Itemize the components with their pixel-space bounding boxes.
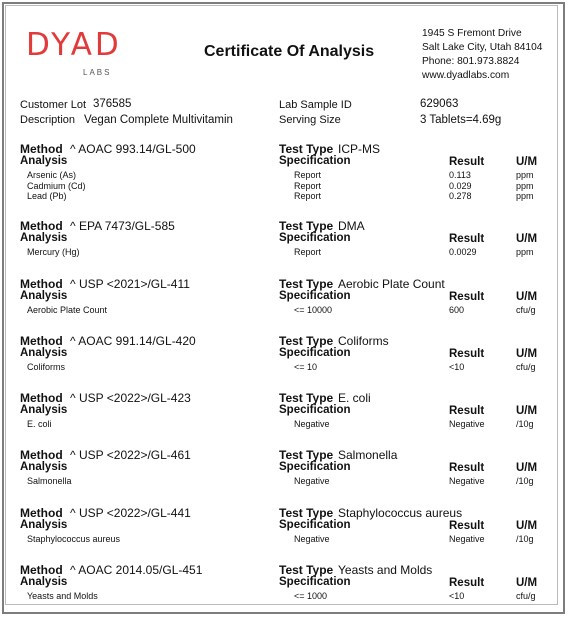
specification-value: <= 1000 <box>294 591 328 601</box>
analysis-label: Analysis <box>20 232 68 244</box>
result-value: 0.029 <box>449 180 472 191</box>
unit-label: U/M <box>516 520 538 532</box>
analyte-name: Cadmium (Cd) <box>27 180 86 191</box>
analysis-label: Analysis <box>20 155 68 167</box>
specification-value: Report <box>294 170 322 180</box>
specification-label: Specification <box>279 404 351 416</box>
serving-size-value: 3 Tablets=4.69g <box>420 114 502 126</box>
serving-size-label: Serving Size <box>279 114 341 126</box>
specification-value: <= 10000 <box>294 305 333 315</box>
unit-label: U/M <box>516 405 538 417</box>
analyte-name: Mercury (Hg) <box>27 247 80 257</box>
result-label: Result <box>449 156 485 168</box>
analysis-label: Analysis <box>20 347 68 359</box>
website-line: www.dyadlabs.com <box>422 70 510 81</box>
specification-value: Negative <box>294 476 330 486</box>
method-value: ^ AOAC 991.14/GL-420 <box>70 334 196 348</box>
test-type-label: Test Type <box>279 563 334 577</box>
result-label: Result <box>449 577 485 589</box>
phone-line: Phone: 801.973.8824 <box>422 56 520 67</box>
unit-label: U/M <box>516 291 538 303</box>
test-type-value: Coliforms <box>338 334 389 348</box>
analysis-label: Analysis <box>20 519 68 531</box>
analysis-label: Analysis <box>20 404 68 416</box>
test-type-value: Salmonella <box>338 448 398 462</box>
test-block <box>0 334 571 391</box>
unit-value: /10g <box>516 476 534 486</box>
test-type-label: Test Type <box>279 391 334 405</box>
method-label: Method <box>20 142 63 156</box>
specification-value: Report <box>294 191 322 201</box>
customer-lot-label: Customer Lot <box>20 99 87 111</box>
specification-label: Specification <box>279 347 351 359</box>
specification-label: Specification <box>279 155 351 167</box>
analyte-name: Lead (Pb) <box>27 191 67 201</box>
test-type-value: DMA <box>338 219 365 233</box>
test-type-value: Staphylococcus aureus <box>338 506 463 520</box>
analyte-name: E. coli <box>27 419 52 429</box>
result-value: 600 <box>449 305 465 315</box>
analyte-name: Salmonella <box>27 476 72 486</box>
unit-label: U/M <box>516 233 538 245</box>
unit-label: U/M <box>516 577 538 589</box>
unit-value: cfu/g <box>516 305 536 315</box>
result-label: Result <box>449 462 485 474</box>
method-value: ^ AOAC 2014.05/GL-451 <box>70 563 203 577</box>
customer-lot-value: 376585 <box>93 98 132 110</box>
method-label: Method <box>20 391 63 405</box>
unit-label: U/M <box>516 348 538 360</box>
analysis-label: Analysis <box>20 461 68 473</box>
result-value: 0.278 <box>449 191 472 201</box>
specification-label: Specification <box>279 519 351 531</box>
test-block <box>0 391 571 448</box>
result-value: 0.113 <box>449 170 471 180</box>
specification-value: <= 10 <box>294 362 318 372</box>
test-block <box>0 506 571 563</box>
specification-label: Specification <box>279 290 351 302</box>
result-label: Result <box>449 348 485 360</box>
method-label: Method <box>20 334 63 348</box>
specification-value: Negative <box>294 534 330 544</box>
result-value: <10 <box>449 591 465 601</box>
method-value: ^ USP <2022>/GL-423 <box>70 391 191 405</box>
analysis-label: Analysis <box>20 290 68 302</box>
description-label: Description <box>20 114 76 126</box>
test-type-value: ICP-MS <box>338 142 380 156</box>
specification-label: Specification <box>279 576 351 588</box>
test-type-label: Test Type <box>279 506 334 520</box>
result-value: Negative <box>449 534 485 544</box>
test-type-label: Test Type <box>279 142 334 156</box>
test-block <box>0 277 571 334</box>
address-line: 1945 S Fremont Drive <box>422 28 522 39</box>
test-block <box>0 142 571 199</box>
unit-value: ppm <box>516 170 534 180</box>
test-type-value: E. coli <box>338 391 371 405</box>
test-type-label: Test Type <box>279 334 334 348</box>
unit-label: U/M <box>516 156 538 168</box>
document-title: Certificate Of Analysis <box>204 43 375 60</box>
logo-subtext: LABS <box>83 68 112 77</box>
dyad-labs-logo <box>26 27 122 77</box>
result-value: Negative <box>449 476 485 486</box>
test-type-label: Test Type <box>279 219 334 233</box>
lab-address <box>422 27 542 83</box>
analyte-name: Aerobic Plate Count <box>27 305 108 315</box>
result-label: Result <box>449 405 485 417</box>
result-label: Result <box>449 520 485 532</box>
unit-value: /10g <box>516 534 534 544</box>
unit-value: ppm <box>516 247 534 257</box>
method-value: ^ USP <2022>/GL-441 <box>70 506 191 520</box>
test-block <box>0 563 571 620</box>
specification-value: Report <box>294 180 322 191</box>
method-value: ^ USP <2021>/GL-411 <box>70 277 190 291</box>
unit-value: ppm <box>516 191 534 201</box>
test-block <box>0 219 571 276</box>
method-label: Method <box>20 277 63 291</box>
result-value: <10 <box>449 362 465 372</box>
test-type-value: Aerobic Plate Count <box>338 277 445 291</box>
unit-value: ppm <box>516 180 534 191</box>
address-line: Salt Lake City, Utah 84104 <box>422 42 543 53</box>
description-value: Vegan Complete Multivitamin <box>84 114 233 126</box>
result-label: Result <box>449 291 485 303</box>
analyte-name: Yeasts and Molds <box>27 591 98 601</box>
method-label: Method <box>20 506 63 520</box>
specification-label: Specification <box>279 461 351 473</box>
test-type-label: Test Type <box>279 277 334 291</box>
analyte-name: Staphylococcus aureus <box>27 534 121 544</box>
result-label: Result <box>449 233 485 245</box>
method-value: ^ AOAC 993.14/GL-500 <box>70 142 196 156</box>
test-type-label: Test Type <box>279 448 334 462</box>
result-value: Negative <box>449 419 485 429</box>
specification-label: Specification <box>279 232 351 244</box>
method-label: Method <box>20 219 63 233</box>
specification-value: Report <box>294 247 322 257</box>
test-block <box>0 448 571 505</box>
unit-value: cfu/g <box>516 362 536 372</box>
test-type-value: Yeasts and Molds <box>338 563 433 577</box>
analyte-name: Arsenic (As) <box>27 170 77 180</box>
result-value: 0.0029 <box>449 247 477 257</box>
unit-label: U/M <box>516 462 538 474</box>
method-value: ^ EPA 7473/GL-585 <box>70 219 175 233</box>
method-label: Method <box>20 448 63 462</box>
specification-value: Negative <box>294 419 330 429</box>
method-label: Method <box>20 563 63 577</box>
method-value: ^ USP <2022>/GL-461 <box>70 448 191 462</box>
analyte-name: Coliforms <box>27 362 66 372</box>
lab-sample-label: Lab Sample ID <box>279 99 352 111</box>
analysis-label: Analysis <box>20 576 68 588</box>
unit-value: /10g <box>516 419 534 429</box>
unit-value: cfu/g <box>516 591 536 601</box>
logo-wordmark: DYAD <box>26 27 122 63</box>
lab-sample-value: 629063 <box>420 98 459 110</box>
